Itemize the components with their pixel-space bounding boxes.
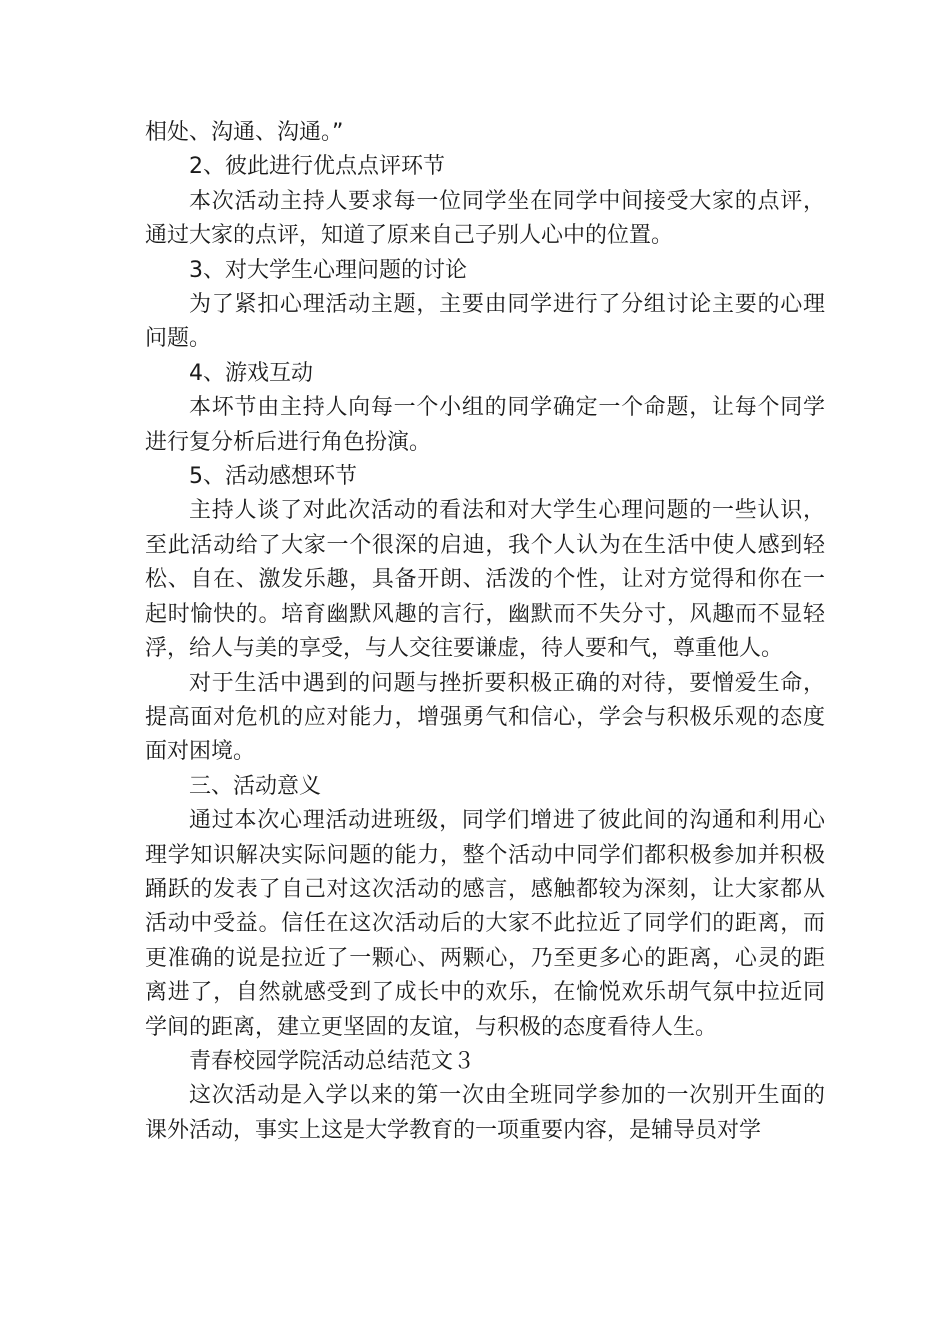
body-paragraph: 对于生活中遇到的问题与挫折要积极正确的对待，要憎爱生命，提高面对危机的应对能力，增强勇气和信心，学会与积极乐观的态度面对困境。: [145, 670, 825, 765]
section-heading-activity-significance: 三、活动意义: [189, 773, 322, 799]
article-title-3: 青春校园学院活动总结范文３: [189, 1048, 476, 1074]
body-paragraph: 本坏节由主持人向每一个小组的同学确定一个命题，让每个同学进行复分析后进行角色扮演。: [145, 395, 825, 455]
body-paragraph: 通过本次心理活动进班级，同学们增进了彼此间的沟通和利用心理学知识解决实际问题的能力，整个活动中同学们都积极参加并积极踊跃的发表了自己对这次活动的感言，感触都较为深刻，让大家都从活动中受益。信任在这次活动后的大家不此拉近了同学们的距离，而更准确的说是拉近了一颗心、两颗心，乃至更多心的距离，心灵的距离进了，自然就感受到了成长中的欢乐，在愉悦欢乐胡气氛中拉近同学间的距离，建立更坚固的友谊，与积极的态度看待人生。: [145, 808, 825, 1040]
body-paragraph: 主持人谈了对此次活动的看法和对大学生心理问题的一些认识，至此活动给了大家一个很深的启迪，我个人认为在生活中使人感到轻松、自在、激发乐趣，具备开朗、活泼的个性，让对方觉得和你在一起时愉快的。培育幽默风趣的言行，幽默而不失分寸，风趣而不显轻浮，给人与美的享受，与人交往要谦虚，待人要和气，尊重他人。: [145, 498, 825, 662]
section-heading-4: 4、游戏互动: [189, 360, 313, 386]
continuation-paragraph: 相处、沟通、沟通。”: [145, 120, 344, 145]
body-paragraph: 这次活动是入学以来的第一次由全班同学参加的一次别开生面的课外活动，事实上这是大学教育的一项重要内容，是辅导员对学: [145, 1083, 825, 1143]
section-heading-2: 2、彼此进行优点点评环节: [189, 154, 445, 180]
body-paragraph: 为了紧扣心理活动主题，主要由同学进行了分组讨论主要的心理问题。: [145, 292, 825, 352]
section-heading-5: 5、活动感想环节: [189, 464, 357, 490]
document-body: [145, 116, 825, 1148]
section-heading-3: 3、对大学生心理问题的讨论: [189, 257, 467, 283]
body-paragraph: 本次活动主持人要求每一位同学坐在同学中间接受大家的点评，通过大家的点评，知道了原来自己子别人心中的位置。: [145, 188, 825, 249]
